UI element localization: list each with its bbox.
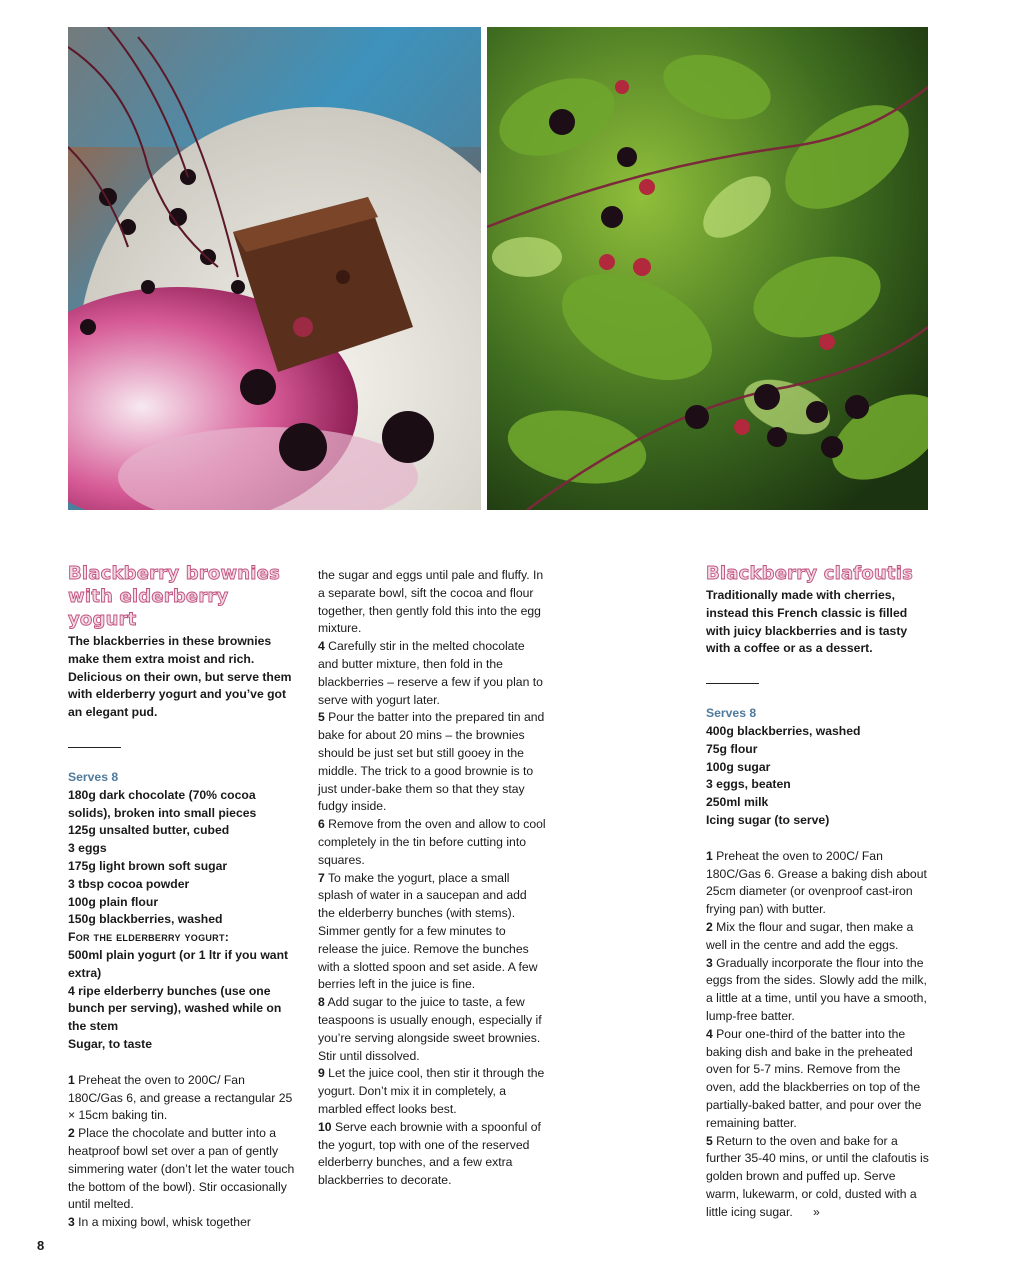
ingredient-item: 4 ripe elderberry bunches (use one bunch per serving), washed while on the stem xyxy=(68,983,282,1034)
method-step-continued: the sugar and eggs until pale and fluffy. In a separate bowl, sift the cocoa and flour together, then gently fold this into the egg mixture. xyxy=(318,568,544,636)
method-step: 1 Preheat the oven to 200C/ Fan 180C/Gas 6. Grease a baking dish about 25cm diameter (or ovenproof cast-iron frying pan) with butter. xyxy=(706,848,927,917)
recipe2-title: Blackberry clafoutis xyxy=(706,563,914,584)
divider xyxy=(68,747,121,748)
method-step: 4 Pour one-third of the batter into the baking dish and bake in the preheated oven for 5-7 mins. Remove from the oven, add the blackberries on top of the partially-baked batter, and pour over the remaining batter. xyxy=(706,1026,922,1130)
ingredient-item: 150g blackberries, washed xyxy=(68,912,223,927)
ingredient-item: 3 tbsp cocoa powder xyxy=(68,876,190,891)
continue-mark: » xyxy=(813,1204,820,1219)
recipe1-method xyxy=(68,1072,296,1232)
ingredient-item: 100g sugar xyxy=(706,759,771,774)
method-step: 3 In a mixing bowl, whisk together xyxy=(68,1215,251,1230)
recipe1-serves: Serves 8 xyxy=(68,769,119,784)
ingredient-item: 500ml plain yogurt (or 1 ltr if you want extra) xyxy=(68,947,289,980)
ingredient-item: 125g unsalted butter, cubed xyxy=(68,823,230,838)
ingredient-item: 75g flour xyxy=(706,741,758,756)
method-step: 7 To make the yogurt, place a small splash of water in a saucepan and add the elderberry bunches (with stems). Simmer gently for a few minutes to release the juice. Remove the bunches with a slotted spoon and set aside. A few berries left in the juice is fine. xyxy=(318,870,538,992)
ingredient-item: 100g plain flour xyxy=(68,894,159,909)
recipe1-ingredients xyxy=(68,787,296,1054)
method-step: 6 Remove from the oven and allow to cool completely in the tin before cutting into squares. xyxy=(318,817,546,867)
recipe2-method xyxy=(706,848,930,1222)
recipe2-column xyxy=(706,562,930,1222)
method-step: 5 Return to the oven and bake for a further 35-40 mins, or until the clafoutis is golden brown and puffed up. Serve warm, lukewarm, or cold, dusted with a little icing sugar. » xyxy=(706,1133,929,1219)
ingredient-item: 400g blackberries, washed xyxy=(706,723,861,738)
bramble-photo-icon xyxy=(487,27,928,510)
recipe1-column xyxy=(68,562,296,1232)
method-step: 3 Gradually incorporate the flour into the eggs from the sides. Slowly add the milk, a little at a time, until you have a smooth, lump-free batter. xyxy=(706,955,927,1023)
yogurt-subheading: For the elderberry yogurt: xyxy=(68,930,230,945)
recipe1-intro: The blackberries in these brownies make them extra moist and rich. Delicious on their own, but serve them with elderberry yogurt and you’ve got an elegant pud. xyxy=(68,634,292,720)
recipe2-ingredients xyxy=(706,723,930,830)
ingredient-item: Icing sugar (to serve) xyxy=(706,812,830,827)
method-step: 2 Place the chocolate and butter into a heatproof bowl set over a pan of gently simmering water (don’t let the water touch the bottom of the bowl). Stir occasionally until melted. xyxy=(68,1126,295,1212)
method-step: 8 Add sugar to the juice to taste, a few teaspoons is usually enough, especially if you’re serving alongside sweet brownies. Stir until dissolved. xyxy=(318,995,542,1063)
page-number: 8 xyxy=(37,1238,45,1253)
bramble-photo xyxy=(487,27,928,510)
recipe2-intro: Traditionally made with cherries, instead this French classic is filled with juicy blackberries and is tasty with a coffee or as a dessert. xyxy=(706,588,908,656)
method-step: 10 Serve each brownie with a spoonful of the yogurt, top with one of the reserved elderberry bunches, and a few extra blackberries to decorate. xyxy=(318,1119,541,1188)
method-step: 2 Mix the flour and sugar, then make a well in the centre and add the eggs. xyxy=(706,919,914,952)
ingredient-item: 180g dark chocolate (70% cocoa solids), broken into small pieces xyxy=(68,787,257,820)
ingredient-item: 3 eggs xyxy=(68,841,107,856)
ingredient-item: 3 eggs, beaten xyxy=(706,777,791,792)
brownie-photo xyxy=(68,27,481,510)
divider xyxy=(706,683,759,684)
ingredient-item: 250ml milk xyxy=(706,795,769,810)
ingredient-item: 175g light brown soft sugar xyxy=(68,858,228,873)
method-step: 5 Pour the batter into the prepared tin and bake for about 20 mins – the brownies should be just set but still gooey in the middle. The trick to a good brownie is to just under-bake them so that they stay fudgy inside. xyxy=(318,710,545,814)
method-step: 1 Preheat the oven to 200C/ Fan 180C/Gas 6, and grease a rectangular 25 × 15cm baking tin. xyxy=(68,1072,293,1123)
method-step: 9 Let the juice cool, then stir it through the yogurt. Don’t mix it in completely, a marbled effect looks best. xyxy=(318,1066,545,1116)
method-step: 4 Carefully stir in the melted chocolate and butter mixture, then fold in the blackberries – reserve a few if you plan to serve with yogurt later. xyxy=(318,639,543,707)
recipe1-method-continued xyxy=(318,567,546,1190)
brownie-photo-icon xyxy=(68,27,481,510)
recipe1-title: Blackberry brownies with elderberry yogurt xyxy=(68,563,280,630)
recipe2-serves: Serves 8 xyxy=(706,706,757,721)
ingredient-item: Sugar, to taste xyxy=(68,1036,152,1051)
